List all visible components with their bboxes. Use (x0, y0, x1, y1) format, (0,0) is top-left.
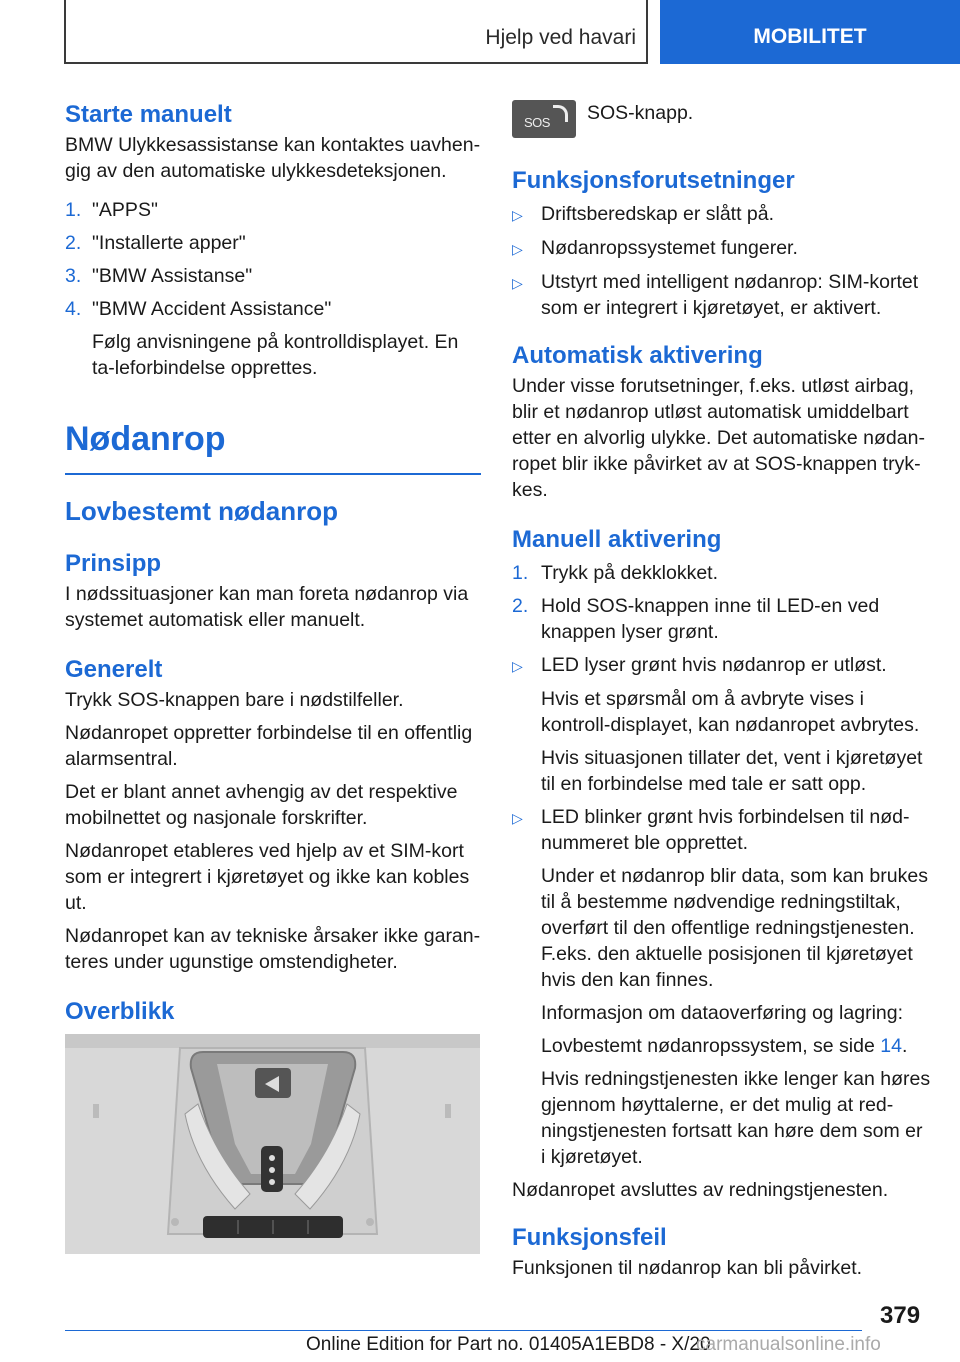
triangle-bullet-icon: ▷ (512, 275, 523, 291)
list-item (65, 296, 481, 322)
triangle-bullet-icon: ▷ (512, 241, 523, 257)
list-note-reference (512, 1033, 932, 1059)
paragraph-prinsipp: I nødssituasjoner kan man foreta nødanrop via systemet automatisk eller manuelt. (65, 583, 469, 631)
paragraph-starte: BMW Ulykkesassistanse kan kontaktes uavhen-gig av den automatiske ulykkesdeteksjonen. (65, 134, 481, 182)
list-note: Hvis situasjonen tillater det, vent i kjøretøyet til en forbindelse med tale er satt opp. (541, 747, 923, 795)
step-note: Følg anvisningene på kontrolldisplayet. En ta-leforbindelse opprettes. (92, 331, 459, 379)
right-column (512, 100, 932, 1288)
paragraph: Nødanropet oppretter forbindelse til en offentlig alarmsentral. (65, 722, 473, 770)
list-number: 3. (65, 265, 82, 287)
paragraph-end: Nødanropet avsluttes av redningstjenesten. (512, 1179, 889, 1201)
list-text: "BMW Assistanse" (92, 265, 253, 287)
list-note: Under et nødanrop blir data, som kan brukes til å bestemme nødvendige redningstiltak, overført til den offentlige redningstjenesten. F.eks. den aktuelle posisjonen til kjøretøyet hvis den kan finnes. (541, 865, 928, 991)
section-title: Lovbestemt nødanrop (65, 496, 339, 526)
list-number: 1. (512, 562, 529, 584)
paragraph-funksjonsfeil: Funksjonen til nødanrop kan bli påvirket. (512, 1257, 863, 1279)
heading-automatisk-aktivering: Automatisk aktivering (512, 342, 763, 369)
list-item (512, 652, 932, 679)
heading-generelt: Generelt (65, 656, 163, 683)
phone-icon (553, 105, 568, 122)
list-number: 1. (65, 199, 82, 221)
left-column (65, 100, 481, 1029)
list-text: LED blinker grønt hvis forbindelsen til nød-nummeret ble opprettet. (541, 806, 910, 854)
paragraph: Trykk SOS-knappen bare i nødstilfeller. (65, 689, 404, 711)
heading-funksjonsfeil: Funksjonsfeil (512, 1224, 667, 1251)
reference-text: Lovbestemt nødanropssystem, se side (541, 1035, 881, 1057)
footer-rule (65, 1330, 862, 1331)
list-text: Driftsberedskap er slått på. (541, 203, 775, 225)
list-text: Nødanropssystemet fungerer. (541, 237, 798, 259)
list-text: Hold SOS-knappen inne til LED-en ved knappen lyser grønt. (541, 595, 880, 643)
heading-overblikk: Overblikk (65, 998, 175, 1025)
footer-edition: Online Edition for Part no. 01405A1EBD8 - X/20 (306, 1334, 711, 1355)
list-text: LED lyser grønt hvis nødanrop er utløst. (541, 654, 887, 676)
sos-button-icon (512, 100, 576, 138)
paragraph: Nødanropet kan av tekniske årsaker ikke garan-teres under ugunstige omstendigheter. (65, 925, 481, 973)
heading-starte-manuelt: Starte manuelt (65, 101, 232, 128)
heading-manuell-aktivering: Manuell aktivering (512, 526, 722, 553)
list-item (65, 197, 481, 223)
overhead-console-photo (65, 1034, 480, 1254)
list-item (512, 804, 932, 856)
list-item (65, 230, 481, 256)
tab-mobilitet[interactable]: MOBILITET (660, 0, 960, 64)
heading-prinsipp: Prinsipp (65, 550, 162, 577)
page-link[interactable]: 14 (880, 1035, 902, 1057)
list-note: Informasjon om dataoverføring og lagring: (541, 1002, 904, 1024)
paragraph-automatisk: Under visse forutsetninger, f.eks. utløst airbag, blir et nødanrop utløst automatisk umiddelbart etter en alvorlig ulykke. Det automatiske nødan-ropet blir ikke påvirket av at SOS-knappen tryk-kes. (512, 375, 925, 501)
reference-dot: . (901, 1035, 908, 1057)
list-note: Hvis redningstjenesten ikke lenger kan høres gjennom høyttalerne, er det mulig at red-ningstjenesten fortsatt kan høre dem som er i kjøretøyet. (541, 1068, 931, 1168)
list-text: Utstyrt med intelligent nødanrop: SIM-kortet som er integrert i kjøretøyet, er aktivert. (541, 271, 919, 319)
watermark: carmanualsonline.info (696, 1334, 881, 1355)
list-item (512, 560, 932, 586)
list-item (65, 263, 481, 289)
paragraph: Det er blant annet avhengig av det respektive mobilnettet og nasjonale forskrifter. (65, 781, 458, 829)
chapter-title: Nødanrop (65, 417, 481, 475)
sos-figure (512, 100, 932, 138)
sos-caption: SOS-knapp. (587, 102, 694, 124)
triangle-bullet-icon: ▷ (512, 658, 523, 674)
paragraph: Nødanropet etableres ved hjelp av et SIM-kort som er integrert i kjøretøyet og ikke kan kobles ut. (65, 840, 470, 914)
list-text: "APPS" (92, 199, 158, 221)
sos-icon-label: SOS (524, 115, 550, 130)
triangle-bullet-icon: ▷ (512, 207, 523, 223)
list-text: "Installerte apper" (92, 232, 246, 254)
list-number: 2. (512, 595, 529, 617)
heading-funksjonsforutsetninger: Funksjonsforutsetninger (512, 167, 795, 194)
page-number: 379 (880, 1302, 921, 1329)
list-note: Hvis et spørsmål om å avbryte vises i kontroll-displayet, kan nødanropet avbrytes. (541, 688, 920, 736)
triangle-bullet-icon: ▷ (512, 810, 523, 826)
list-item (512, 269, 932, 321)
list-item (512, 593, 932, 645)
list-item (512, 235, 932, 262)
list-number: 2. (65, 232, 82, 254)
list-number: 4. (65, 298, 82, 320)
list-item (512, 201, 932, 228)
header-section-title: Hjelp ved havari (485, 26, 636, 49)
list-text: "BMW Accident Assistance" (92, 298, 332, 320)
list-text: Trykk på dekklokket. (541, 562, 719, 584)
